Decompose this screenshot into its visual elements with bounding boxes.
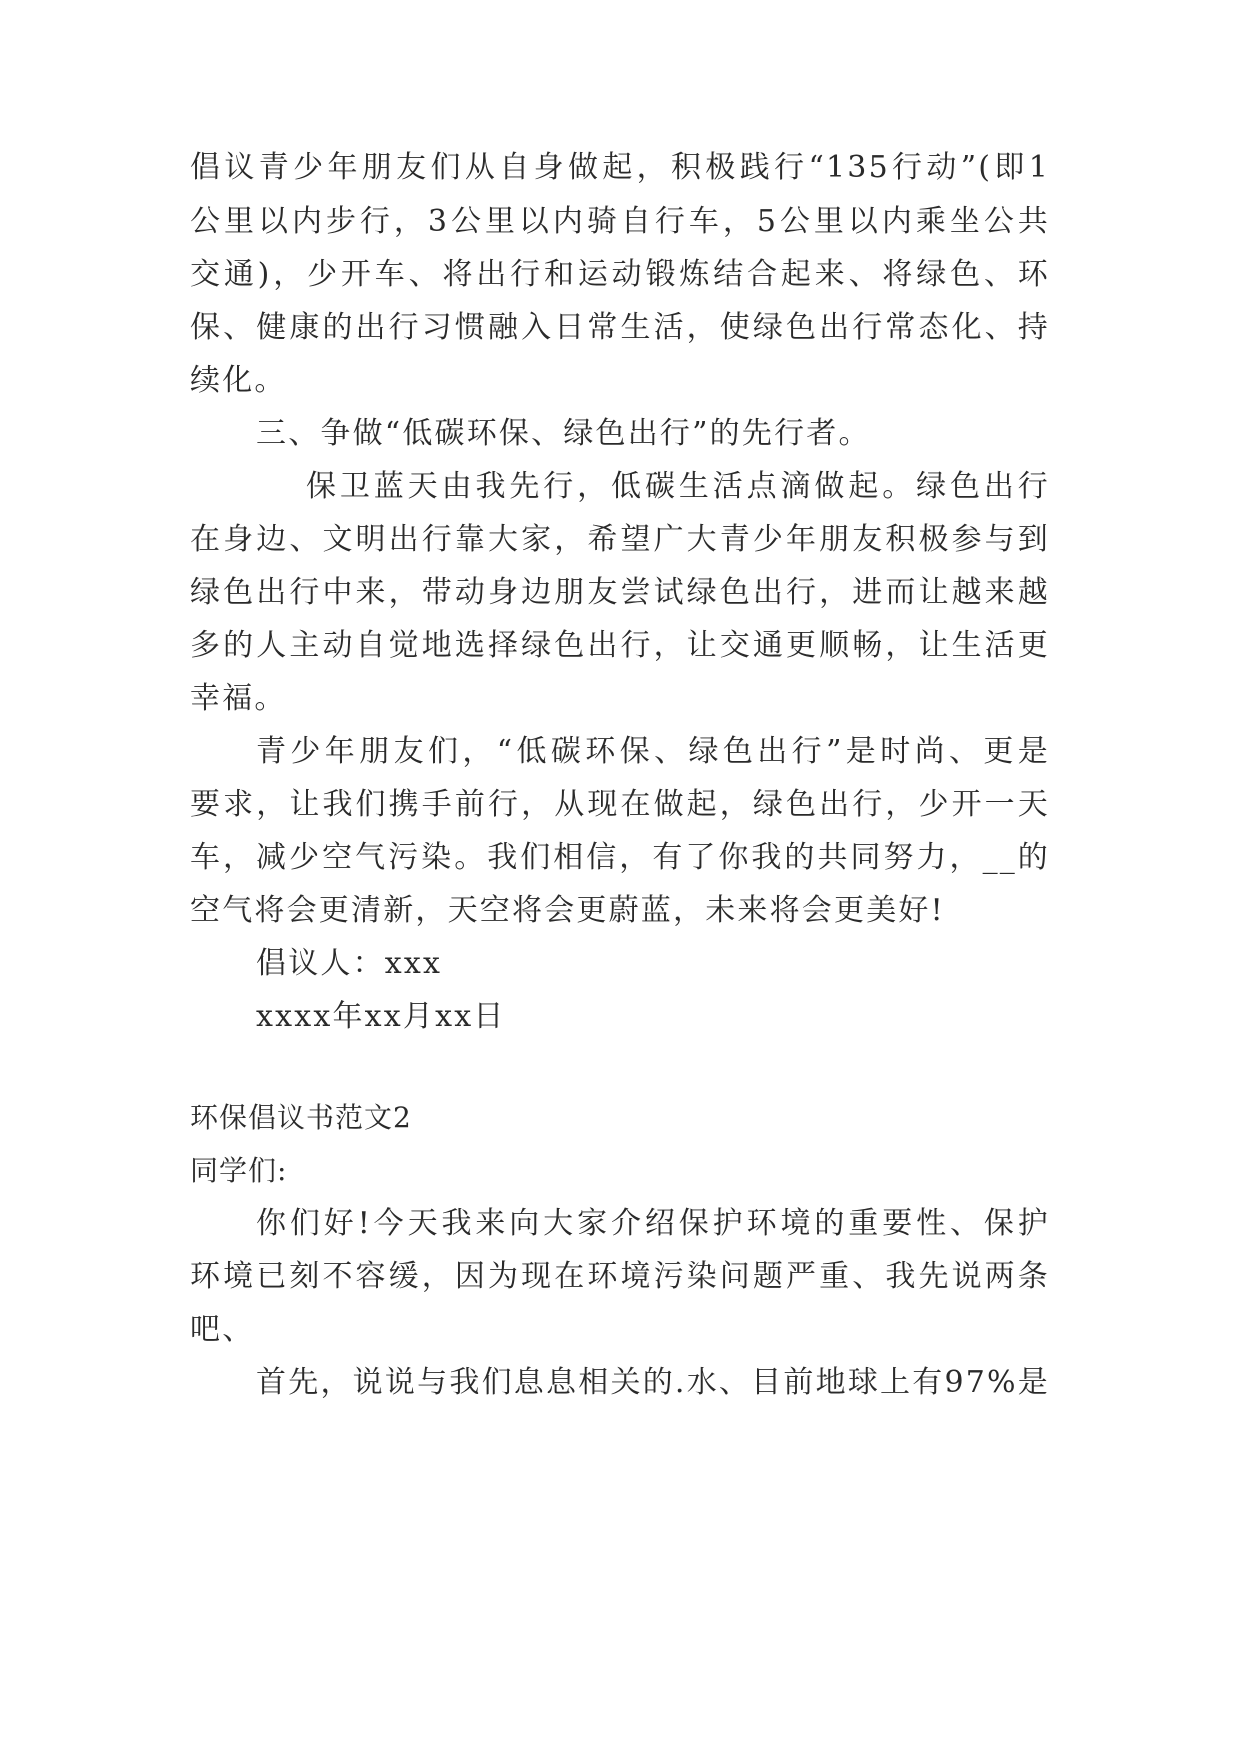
paragraph-line: 公里以内步行，3公里以内骑自行车，5公里以内乘坐公共: [190, 204, 1050, 239]
paragraph-line: 车，减少空气污染。我们相信，有了你我的共同努力，__的: [190, 840, 1050, 875]
date-line: xxxx年xx月xx日: [256, 999, 506, 1034]
section-heading: 三、争做“低碳环保、绿色出行”的先行者。: [256, 416, 871, 451]
signature-line: 倡议人：xxx: [256, 946, 443, 981]
paragraph-line: 空气将会更清新，天空将会更蔚蓝，未来将会更美好!: [190, 893, 945, 928]
paragraph-line: 倡议青少年朋友们从自身做起，积极践行“135行动”(即1: [190, 150, 1050, 185]
paragraph-line: 首先，说说与我们息息相关的.水、目前地球上有97%是: [256, 1365, 1050, 1400]
salutation: 同学们:: [190, 1154, 288, 1187]
paragraph-line: 要求，让我们携手前行，从现在做起，绿色出行，少开一天: [190, 787, 1050, 822]
paragraph-line: 环境已刻不容缓，因为现在环境污染问题严重、我先说两条: [190, 1259, 1050, 1294]
paragraph-line: 吧、: [190, 1312, 255, 1347]
paragraph-line: 交通)，少开车、将出行和运动锻炼结合起来、将绿色、环: [190, 257, 1050, 292]
paragraph-line: 青少年朋友们，“低碳环保、绿色出行”是时尚、更是: [256, 734, 1050, 769]
paragraph-line: 续化。: [190, 363, 287, 398]
paragraph-line: 保、健康的出行习惯融入日常生活，使绿色出行常态化、持: [190, 310, 1050, 345]
paragraph-line: 你们好!今天我来向大家介绍保护环境的重要性、保护: [256, 1206, 1050, 1241]
paragraph-line: 绿色出行中来，带动身边朋友尝试绿色出行，进而让越来越: [190, 575, 1050, 610]
paragraph-line: 多的人主动自觉地选择绿色出行，让交通更顺畅，让生活更: [190, 628, 1050, 663]
paragraph-line: 幸福。: [190, 681, 287, 716]
document-title: 环保倡议书范文2: [190, 1101, 412, 1134]
paragraph-line: 在身边、文明出行靠大家，希望广大青少年朋友积极参与到: [190, 522, 1050, 557]
paragraph-line: 保卫蓝天由我先行，低碳生活点滴做起。绿色出行: [306, 469, 1050, 504]
